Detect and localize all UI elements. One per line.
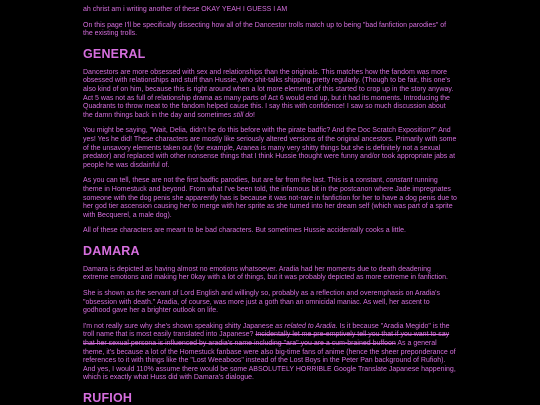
general-paragraph-1 bbox=[83, 69, 457, 121]
text-run: . Is it because "Aradia Megido" is the troll name that is most easily translated into Japanese? bbox=[83, 322, 450, 339]
text-run: ! bbox=[253, 111, 255, 119]
intro-line: ah christ am i writing another of these OKAY YEAH I GUESS I AM bbox=[83, 6, 288, 13]
text-run: running theme in Homestuck and beyond. From what I've been told, the infamous bit in the postcanon where Jade impregnates someone with the dog penis she apparently has is because it was not-rare in fanfiction for her to have a dog penis due to her god tier ascension causing her to merge with her sprite as she turned into her dream self (which was part of a sprite with Becquerel, a male dog). bbox=[83, 177, 457, 219]
general-paragraph-4: All of these characters are meant to be bad characters. But sometimes Hussie accidentally cooks a little. bbox=[83, 227, 406, 235]
text-run: Dancestors are more obsessed with sex and relationships than the originals. This matches how the fandom was more obsessed with relationships and stuff than Hussie, who shit-talks shipping pretty regularly. (Though to be fair, this one's also kind of on him, because this is right around when a lot more elements of this started to crop up in the story anyway. Act 5 was not as full of relationship drama as many parts of Act 6 would end up, but it had its moments. Introducing the Quadrants to throw meat to the fandom helped cause this. I say this with confidence! I saw so much discussion about the damn things back in the day and sometimes bbox=[83, 68, 454, 119]
damara-paragraph-2: She is shown as the servant of Lord English and willingly so, probably as a reflection and overemphasis on Aradia's "obsession with death." Aradia, of course, was more just a goth than an omnicidal maniac. As well, her ascent to godhood gave her a brighter outlook on life. bbox=[83, 290, 440, 315]
section-heading-damara: DAMARA bbox=[83, 243, 140, 258]
text-run: As a general theme, it's because a lot of the Homestuck fanbase were also big-time fans of anime (hence the sheer preponderance of references to it with things like the "Lost Weeaboos" instead of the Lost Boys in the Peter Pan background of Rufioh). And yes, I would 110% assume there would be some ABSOLUTELY HORRIBLE Google Translate Japanese happening, which is exactly what Huss did with Damara's dialogue. bbox=[83, 340, 456, 382]
strikethrough-text: Incidentally let me pre-emptively tell you that if you want to say that her sexual persona is influenced by aradia's name including "ara" you are a cum-brained buffoon bbox=[83, 331, 450, 348]
section-heading-rufioh: RUFIOH bbox=[83, 391, 133, 405]
damara-paragraph-1: Damara is depicted as having almost no emotions whatsoever. Aradia had her moments due to death deadening extreme emotions and making her 0kay with a lot of things, but it was probably depicted as more extreme in fanfiction. bbox=[83, 265, 448, 282]
emphasis-text: constant bbox=[385, 177, 413, 185]
text-run: As you can tell, these are not the first badfic parodies, but are far from the last. This is a constant, bbox=[83, 177, 386, 185]
section-heading-general: GENERAL bbox=[83, 46, 146, 61]
intro-paragraph: On this page I'll be specifically dissecting how all of the Dancestor trolls match up to being "bad fanfiction parodies" of the existing trolls. bbox=[83, 21, 447, 38]
text-run: I'm not really sure why she's shown speaking shitty Japanese bbox=[83, 322, 276, 330]
emphasis-text: still do bbox=[233, 111, 254, 119]
damara-paragraph-3 bbox=[83, 323, 457, 383]
general-paragraph-3 bbox=[83, 177, 457, 220]
emphasis-text: as related to Aradia bbox=[275, 322, 336, 330]
general-paragraph-2: You might be saying, "Wait, Delia, didn't he do this before with the pirate badfic? And the Doc Scratch Exposition?" And yes! Yes he did! These characters are mostly like seriously altered versions of the original ancestors. Primarily with some of the unsavory elements taken out (for example, Aranea is many very shitty things but she is definitely not a sexual predator) and replaced with other nonsense things that I think Hussie thought were funny and/or took appropriate jabs at people he was disdainful of. bbox=[83, 127, 457, 169]
